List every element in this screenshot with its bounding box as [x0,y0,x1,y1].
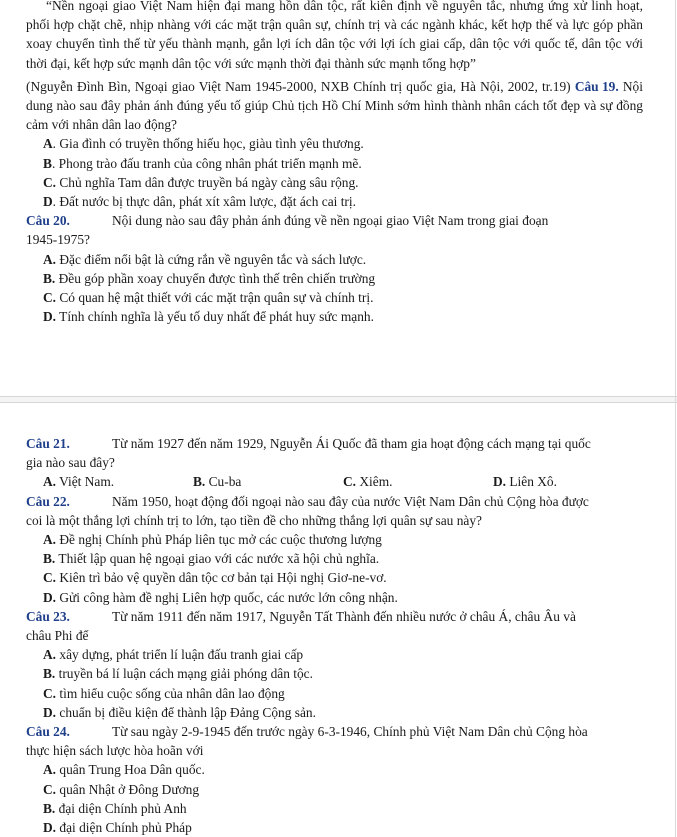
q22-option-b[interactable]: B. Thiết lập quan hệ ngoại giao với các nước xã hội chủ nghĩa. [43,551,380,567]
q21-block [26,434,643,492]
q23-option-b[interactable]: B. truyền bá lí luận cách mạng giải phóng dân tộc. [43,666,313,682]
q24-option-a[interactable]: A. quân Trung Hoa Dân quốc. [43,762,205,778]
q19-option-b[interactable]: B. Phong trào đấu tranh của công nhân phát triển mạnh mẽ. [43,155,362,171]
q23-number: Câu 23. [26,608,70,624]
q22-text-cont: coi là một thắng lợi chính trị to lớn, tạo tiền đề cho những thắng lợi quân sự sau này? [26,512,482,528]
q20-number: Câu 20. [26,213,70,229]
q24-text-cont: thực hiện sách lược hòa hoãn với [26,743,204,759]
q21-number: Câu 21. [26,436,70,451]
q24-text: Từ sau ngày 2-9-1945 đến trước ngày 6-3-1946, Chính phủ Việt Nam Dân chủ Cộng hòa [112,724,588,740]
q21-option-d[interactable]: D. Liên Xô. [493,474,557,490]
q22-option-a[interactable]: A. Đề nghị Chính phủ Pháp liên tục mở các cuộc thương lượng [43,532,382,548]
q22-head [26,492,643,511]
page-break [0,396,677,403]
q23-text-cont: châu Phi để [26,628,89,644]
q23-head [26,607,643,626]
q19-option-a[interactable]: A. Gia đình có truyền thống hiếu học, giàu tình yêu thương. [43,136,364,152]
q19-option-d[interactable]: D. Đất nước bị thực dân, phát xít xâm lược, đặt ách cai trị. [43,194,356,210]
quote-paragraph: “Nền ngoại giao Việt Nam hiện đại mang hồn dân tộc, rất kiên định về nguyên tắc, nhưng ứng xử linh hoạt, phối hợp chặt chẽ, nhịp nhàng với các mặt trận quân sự, chính trị và các ngành khác, kết hợp thế và lực góp phần xoay chuyển tình thế từ yếu thành mạnh, gắn lợi ích dân tộc với lợi ích giai cấp, dân tộc với quốc tế, dân tộc với thời đại, kết hợp sức mạnh dân tộc với sức mạnh thời đại thành sức mạnh tổng hợp” [26,0,643,71]
q24-option-d[interactable]: D. đại diện Chính phủ Pháp [43,820,192,836]
q24-head [26,722,643,741]
q22-option-c[interactable]: C. Kiên trì bảo vệ quyền dân tộc cơ bản tại Hội nghị Giơ-ne-vơ. [43,570,387,586]
q21-text-cont: gia nào sau đây? [26,455,115,471]
q20-head [26,211,643,230]
q22-text: Năm 1950, hoạt động đối ngoại nào sau đây của nước Việt Nam Dân chủ Cộng hòa được [112,493,589,509]
q19-options [26,134,643,211]
source-paragraph [26,77,643,135]
q19-number: Câu 19. [574,78,619,94]
q20-text: Nội dung nào sau đây phản ánh đúng về nền ngoại giao Việt Nam trong giai đoạn [112,213,549,229]
source-citation: (Nguyễn Đình Bìn, Ngoại giao Việt Nam 1945-2000, NXB Chính trị quốc gia, Hà Nội, 2002, tr.19) [26,78,571,94]
q23-option-a[interactable]: A. xây dựng, phát triển lí luận đấu tranh giai cấp [43,647,304,663]
q21-option-b[interactable]: B. Cu-ba [193,474,242,490]
q20-text-cont: 1945-1975? [26,232,90,248]
q23-block [26,607,643,722]
q24-option-c[interactable]: C. quân Nhật ở Đông Dương [43,781,200,797]
q23-option-c[interactable]: C. tìm hiểu cuộc sống của nhân dân lao động [43,685,285,701]
q23-option-d[interactable]: D. chuẩn bị điều kiện để thành lập Đảng Cộng sản. [43,704,316,720]
q19-option-c[interactable]: C. Chủ nghĩa Tam dân được truyền bá ngày càng sâu rộng. [43,174,359,190]
q21-text: Từ năm 1927 đến năm 1929, Nguyễn Ái Quốc đã tham gia hoạt động cách mạng tại quốc [112,436,591,451]
q24-block [26,722,643,837]
q22-number: Câu 22. [26,493,70,509]
q24-number: Câu 24. [26,724,70,740]
q20-block [26,211,643,326]
q21-option-c[interactable]: C. Xiêm. [343,474,393,490]
q22-option-d[interactable]: D. Gửi công hàm đề nghị Liên hợp quốc, các nước lớn công nhận. [43,589,398,605]
page-top [0,0,677,397]
q24-option-b[interactable]: B. đại diện Chính phủ Anh [43,800,187,816]
q21-head [26,434,643,453]
page-bottom [0,403,677,837]
q20-option-d[interactable]: D. Tính chính nghĩa là yếu tố duy nhất để phát huy sức mạnh. [43,309,374,325]
q21-options [26,472,643,491]
q20-option-a[interactable]: A. Đặc điểm nổi bật là cứng rắn về nguyên tắc và sách lược. [43,251,367,267]
q20-option-c[interactable]: C. Có quan hệ mật thiết với các mặt trận quân sự và chính trị. [43,290,374,306]
q21-option-a[interactable]: A. Việt Nam. [43,474,115,490]
q22-block [26,492,643,607]
q23-text: Từ năm 1911 đến năm 1917, Nguyễn Tất Thành đến nhiều nước ở châu Á, châu Âu và [112,608,576,624]
q19-text: Nội dung nào sau đây phản ánh đúng yếu tố giúp Chủ tịch Hồ Chí Minh sớm hình thành nhân cách tốt đẹp và sự đồng cảm với nhân dân lao động? [26,78,643,133]
q20-option-b[interactable]: B. Đều góp phần xoay chuyển được tình thế trên chiến trường [43,270,376,286]
